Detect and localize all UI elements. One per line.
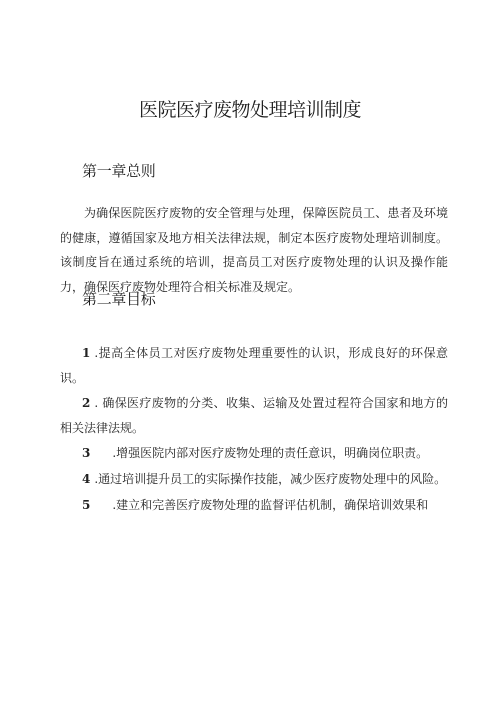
chapter-1-paragraph: 为确保医院医疗废物的安全管理与处理，保障医院员工、患者及环境的健康，遵循国家及地方相关法律法规，制定本医疗废物处理培训制度。该制度旨在通过系统的培训，提高员工对医疗废物处理的认识及操作能力，确保医疗废物处理符合相关标准及规定。 [60,206,448,294]
goal-item-3 [60,441,448,466]
goal-text: .通过培训提升员工的实际操作技能，减少医疗废物处理中的风险。 [94,472,447,486]
goal-text: .提高全体员工对医疗废物处理重要性的认识，形成良好的环保意识。 [60,346,448,385]
goal-text: . 确保医疗废物的分类、收集、运输及处置过程符合国家和地方的相关法律法规。 [60,396,448,435]
goal-number: 1 [82,346,91,360]
goal-number: 5 [82,498,91,512]
goal-item-4 [60,467,448,492]
goal-text: .建立和完善医疗废物处理的监督评估机制，确保培训效果和 [112,498,429,512]
goal-number: 2 [82,396,91,410]
document-title: 医院医疗废物处理培训制度 [138,99,361,121]
goal-item-5 [60,493,448,518]
goal-item-1 [60,341,448,390]
goal-text: .增强医院内部对医疗废物处理的责任意识，明确岗位职责。 [112,446,429,460]
chapter-2-heading: 第二章目标 [82,290,156,308]
goal-number: 3 [82,446,91,460]
goal-item-2 [60,391,448,440]
chapter-1-heading: 第一章总则 [82,162,156,180]
goal-number: 4 [82,472,91,486]
